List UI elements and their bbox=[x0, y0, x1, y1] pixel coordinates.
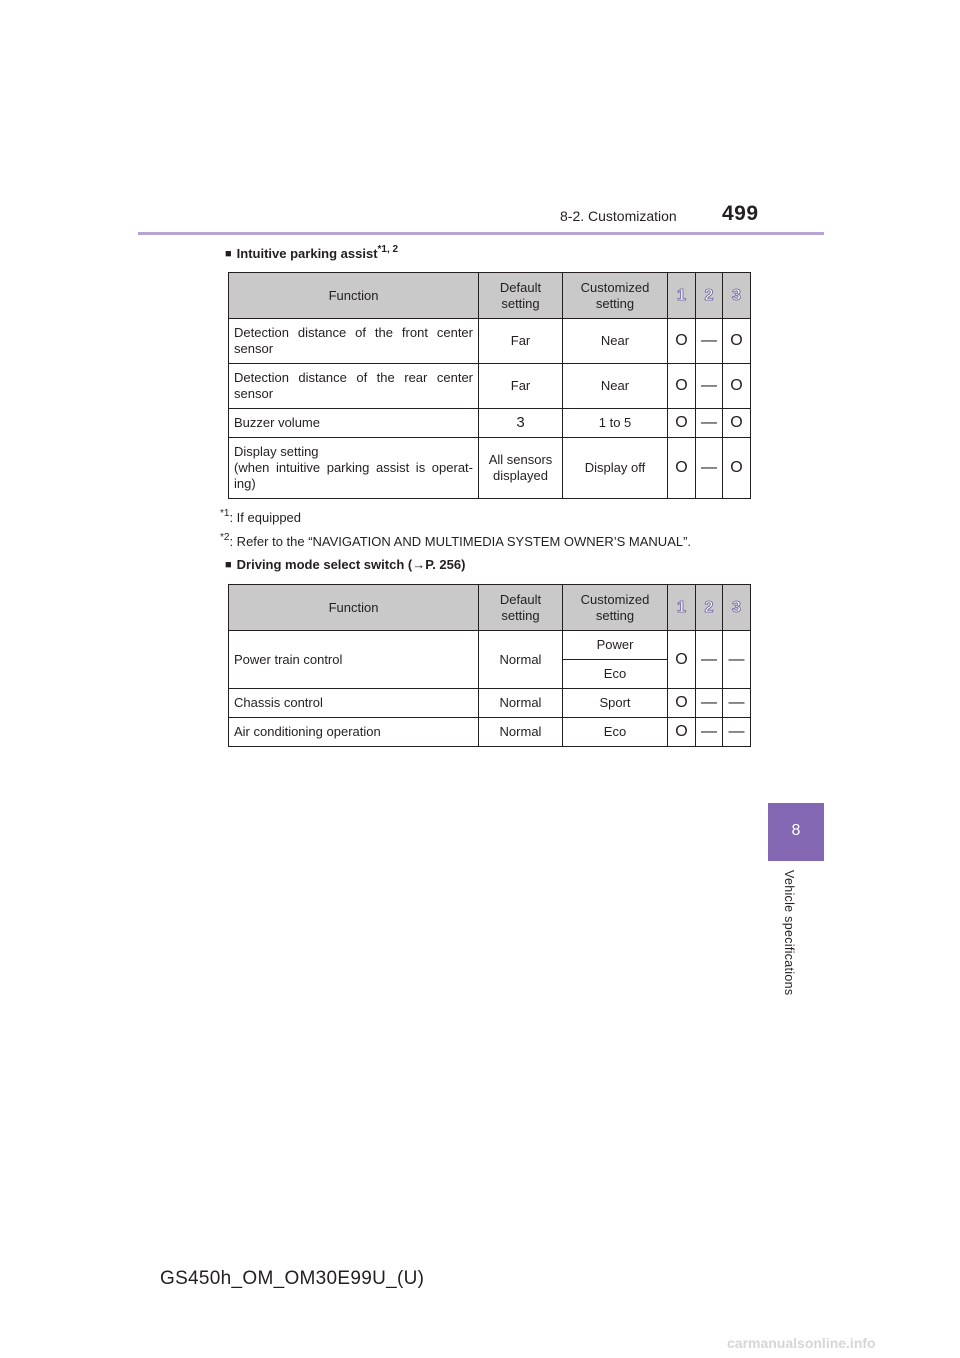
row-mark-3: — bbox=[723, 631, 751, 689]
footnote-mark: *1 bbox=[220, 508, 230, 519]
document-code: GS450h_OM_OM30E99U_(U) bbox=[160, 1268, 425, 1289]
row-mark-2: — bbox=[696, 364, 723, 409]
footnote-refs: *1, 2 bbox=[377, 244, 399, 255]
table-header-row bbox=[229, 273, 751, 319]
heading-text: Intuitive parking assist bbox=[236, 246, 378, 261]
section-title: 8-2. Customization bbox=[560, 208, 677, 224]
row-default: Far bbox=[479, 319, 563, 364]
header-col-2: 2 bbox=[696, 585, 723, 631]
row-default: Normal bbox=[479, 631, 563, 689]
row-default: Normal bbox=[479, 689, 563, 718]
driving-mode-table bbox=[228, 584, 751, 747]
header-col-2: 2 bbox=[696, 273, 723, 319]
row-function: Chassis control bbox=[229, 689, 479, 718]
row-mark-3: O bbox=[723, 319, 751, 364]
row-mark-2: — bbox=[696, 319, 723, 364]
row-function-line: ing) bbox=[234, 476, 256, 491]
header-function: Function bbox=[229, 585, 479, 631]
row-function: Detection distance of the front center sensor bbox=[229, 319, 479, 364]
row-customized: Eco bbox=[563, 718, 668, 747]
row-function bbox=[229, 438, 479, 499]
chapter-label: Vehicle specifications bbox=[782, 870, 796, 996]
footnote-text: : If equipped bbox=[229, 510, 302, 525]
parking-assist-table bbox=[228, 272, 751, 499]
header-function: Function bbox=[229, 273, 479, 319]
heading-text: Driving mode select switch ( bbox=[236, 557, 413, 572]
row-function: Detection distance of the rear center sensor bbox=[229, 364, 479, 409]
page-reference-link[interactable]: P. 256) bbox=[425, 557, 466, 572]
table-row bbox=[229, 689, 751, 718]
row-mark-2: — bbox=[696, 438, 723, 499]
row-default: Normal bbox=[479, 718, 563, 747]
row-mark-1: O bbox=[668, 409, 696, 438]
table-row bbox=[229, 409, 751, 438]
header-col-3: 3 bbox=[723, 585, 751, 631]
table-row bbox=[229, 631, 751, 660]
row-function-line: (when intuitive parking assist is operat- bbox=[234, 460, 473, 475]
chapter-tab[interactable]: 8 bbox=[768, 803, 824, 861]
row-function: Power train control bbox=[229, 631, 479, 689]
header-col-3: 3 bbox=[723, 273, 751, 319]
row-mark-2: — bbox=[696, 689, 723, 718]
row-mark-1: O bbox=[668, 718, 696, 747]
row-mark-1: O bbox=[668, 364, 696, 409]
row-default: 3 bbox=[479, 409, 563, 438]
footnote-mark: *2 bbox=[220, 532, 230, 543]
row-customized: Power bbox=[563, 631, 668, 660]
row-customized: Near bbox=[563, 364, 668, 409]
row-mark-2: — bbox=[696, 718, 723, 747]
row-function: Buzzer volume bbox=[229, 409, 479, 438]
intuitive-parking-heading bbox=[225, 244, 398, 261]
row-function: Air conditioning operation bbox=[229, 718, 479, 747]
row-customized: Display off bbox=[563, 438, 668, 499]
row-customized: Sport bbox=[563, 689, 668, 718]
row-customized: Near bbox=[563, 319, 668, 364]
row-mark-1: O bbox=[668, 319, 696, 364]
footnote-text: : Refer to the “NAVIGATION AND MULTIMEDIA SYSTEM OWNER’S MANUAL”. bbox=[229, 534, 692, 549]
row-mark-1: O bbox=[668, 689, 696, 718]
row-mark-3: — bbox=[723, 718, 751, 747]
table-row bbox=[229, 718, 751, 747]
row-mark-3: O bbox=[723, 409, 751, 438]
header-rule bbox=[138, 232, 824, 235]
row-mark-2: — bbox=[696, 631, 723, 689]
table-row bbox=[229, 364, 751, 409]
header-col-1: 1 bbox=[668, 273, 696, 319]
row-mark-1: O bbox=[668, 438, 696, 499]
table-header-row bbox=[229, 585, 751, 631]
page-number: 499 bbox=[722, 202, 759, 225]
footnote-1 bbox=[220, 508, 301, 525]
right-arrow-icon: → bbox=[412, 557, 426, 572]
square-bullet-icon: ■ bbox=[225, 559, 232, 571]
header-customized: Customized setting bbox=[563, 273, 668, 319]
row-default bbox=[479, 438, 563, 499]
driving-mode-heading bbox=[225, 557, 465, 572]
row-mark-1: O bbox=[668, 631, 696, 689]
row-customized: Eco bbox=[563, 660, 668, 689]
header-default: Default setting bbox=[479, 273, 563, 319]
header-col-1: 1 bbox=[668, 585, 696, 631]
table-row bbox=[229, 438, 751, 499]
watermark: carmanualsonline.info bbox=[727, 1335, 876, 1351]
row-mark-2: — bbox=[696, 409, 723, 438]
footnote-2 bbox=[220, 532, 691, 549]
row-default-line: displayed bbox=[493, 468, 548, 483]
row-default: Far bbox=[479, 364, 563, 409]
row-mark-3: O bbox=[723, 438, 751, 499]
table-row bbox=[229, 319, 751, 364]
header-customized: Customized setting bbox=[563, 585, 668, 631]
row-default-line: All sensors bbox=[488, 452, 553, 467]
row-customized: 1 to 5 bbox=[563, 409, 668, 438]
row-function-line: Display setting bbox=[234, 444, 319, 459]
square-bullet-icon: ■ bbox=[225, 248, 232, 260]
row-mark-3: — bbox=[723, 689, 751, 718]
row-mark-3: O bbox=[723, 364, 751, 409]
header-default: Default setting bbox=[479, 585, 563, 631]
